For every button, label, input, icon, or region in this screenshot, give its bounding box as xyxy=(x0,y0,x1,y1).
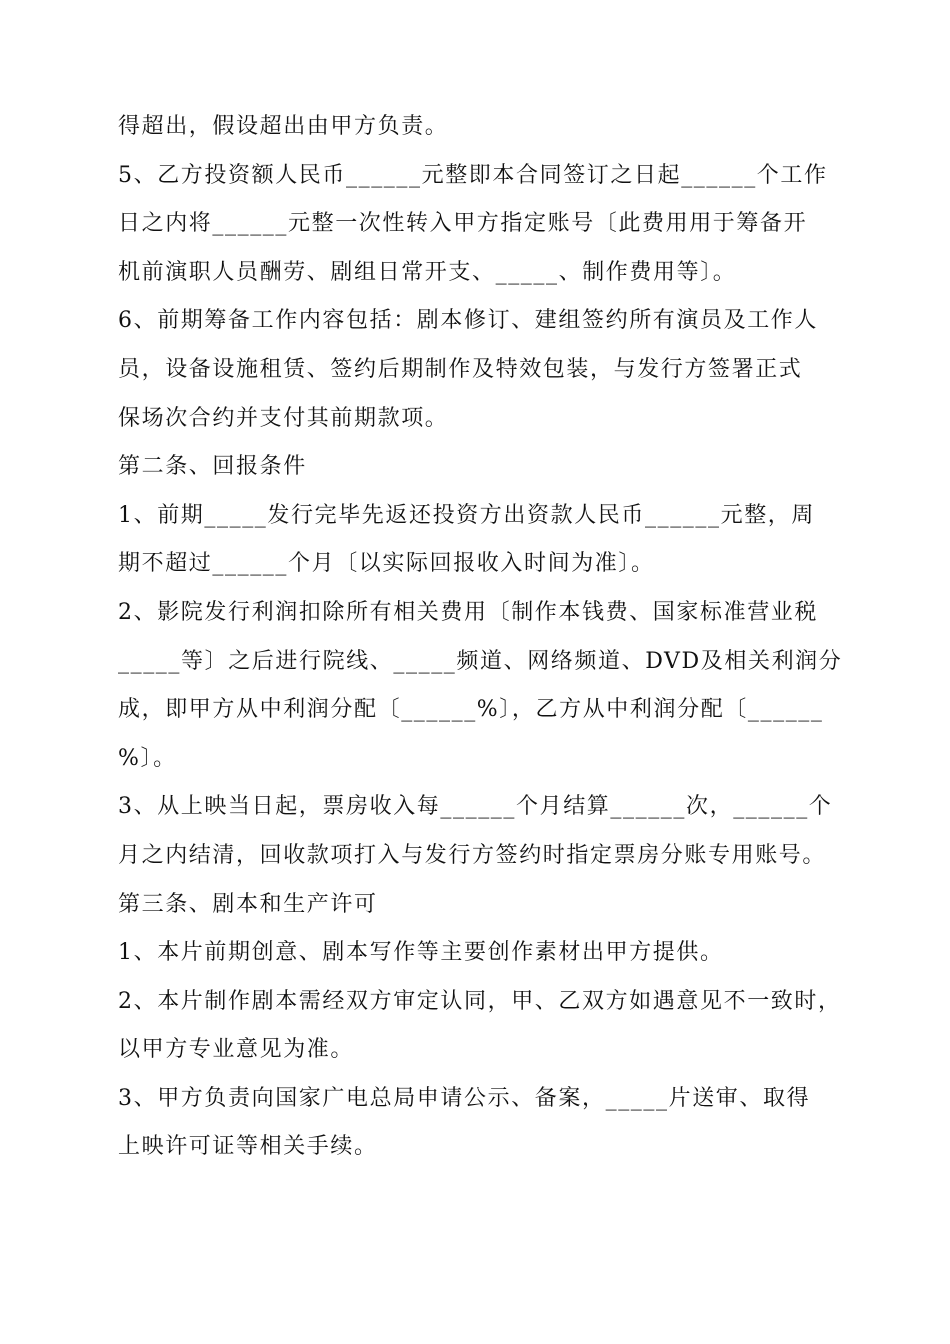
text-line: 3、甲方负责向国家广电总局申请公示、备案，_____片送审、取得 xyxy=(118,1085,811,1111)
text-line: 保场次合约并支付其前期款项。 xyxy=(118,405,449,431)
text-line: 月之内结清，回收款项打入与发行方签约时指定票房分账专用账号。 xyxy=(118,842,827,868)
text-line: 期不超过______个月〔以实际回报收入时间为准〕。 xyxy=(118,551,655,577)
text-line: %〕。 xyxy=(118,745,177,771)
text-line: 6、前期筹备工作内容包括：剧本修订、建组签约所有演员及工作人 xyxy=(118,308,818,334)
text-line: 成，即甲方从中利润分配〔______%〕，乙方从中利润分配〔______ xyxy=(118,697,824,723)
text-line: 5、乙方投资额人民币______元整即本合同签订之日起______个工作 xyxy=(118,162,828,188)
text-line: _____等〕之后进行院线、_____频道、网络频道、DVD及相关利润分 xyxy=(118,648,843,674)
contract-text xyxy=(118,103,843,1172)
text-line: 上映许可证等相关手续。 xyxy=(118,1134,378,1160)
text-line: 2、本片制作剧本需经双方审定认同，甲、乙双方如遇意见不一致时， xyxy=(118,988,842,1014)
text-line: 员，设备设施租赁、签约后期制作及特效包装，与发行方签署正式 xyxy=(118,356,803,382)
section-heading: 第二条、回报条件 xyxy=(118,454,307,480)
text-line: 1、前期_____发行完毕先返还投资方出资款人民币______元整，周 xyxy=(118,502,815,528)
text-line: 得超出，假设超出由甲方负责。 xyxy=(118,114,449,139)
text-line: 2、影院发行利润扣除所有相关费用〔制作本钱费、国家标准营业税 xyxy=(118,599,818,625)
text-line: 3、从上映当日起，票房收入每______个月结算______次，______个 xyxy=(118,794,833,820)
text-line: 机前演职人员酬劳、剧组日常开支、_____、制作费用等〕。 xyxy=(118,259,737,285)
text-line: 以甲方专业意见为准。 xyxy=(118,1037,355,1063)
text-line: 日之内将______元整一次性转入甲方指定账号〔此费用用于筹备开 xyxy=(118,211,808,237)
text-line: 1、本片前期创意、剧本写作等主要创作素材出甲方提供。 xyxy=(118,940,724,966)
section-heading: 第三条、剧本和生产许可 xyxy=(118,891,378,917)
